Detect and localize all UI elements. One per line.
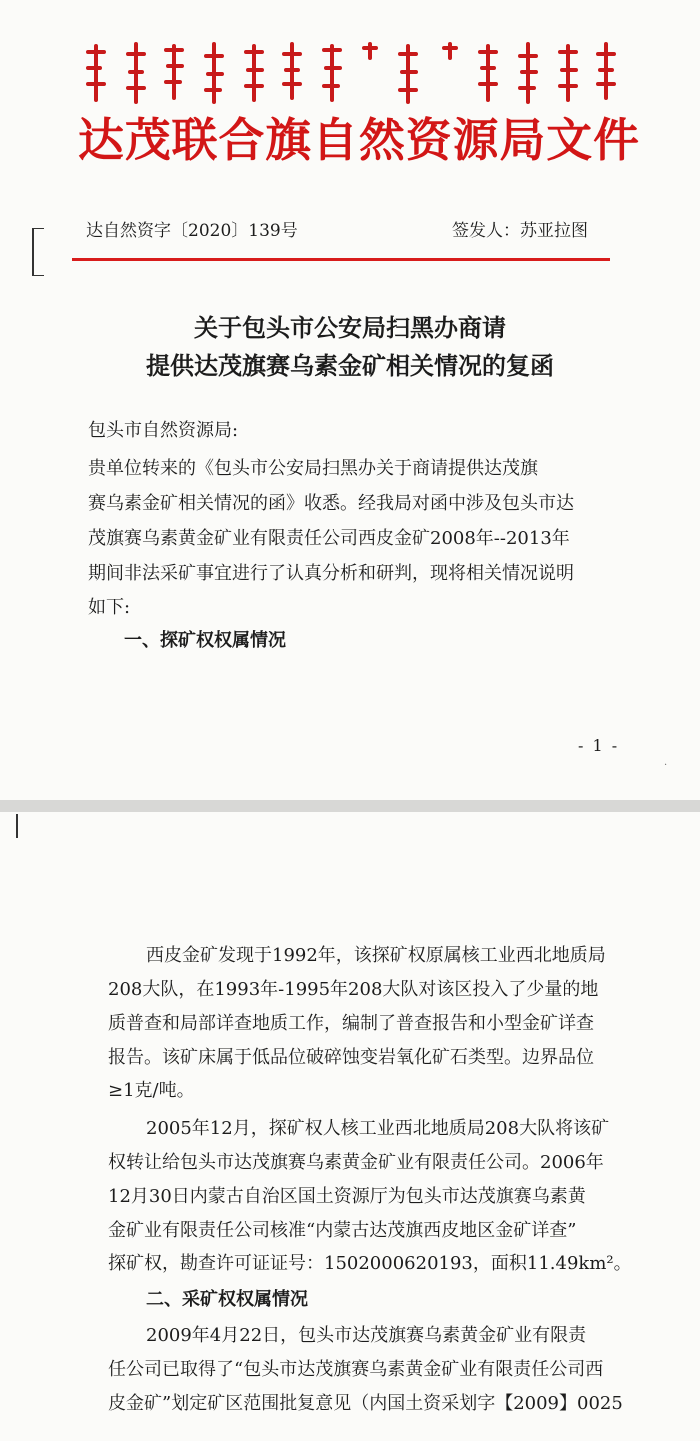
document-title-line-2: 提供达茂旗赛乌素金矿相关情况的复函 [146,352,554,380]
body-line: 208大队，在1993年-1995年208大队对该区投入了少量的地 [108,979,599,1000]
binding-mark [16,814,18,838]
body-line: 贵单位转来的《包头市公安局扫黑办关于商请提供达茂旗 [88,458,538,479]
body-line: 如下: [88,597,131,618]
section-2-heading: 二、采矿权权属情况 [146,1289,308,1310]
body-line: 权转让给包头市达茂旗赛乌素黄金矿业有限责任公司。2006年 [108,1152,604,1173]
body-line: ≥1克/吨。 [108,1080,195,1101]
binding-mark [32,228,44,276]
body-line: 茂旗赛乌素黄金矿业有限责任公司西皮金矿2008年--2013年 [88,528,570,549]
issuing-authority-header: 达茂联合旗自然资源局文件 [78,113,640,167]
document-number: 达自然资字〔2020〕139号 [86,221,298,241]
body-line: 皮金矿”划定矿区范围批复意见（内国土资采划字【2009】0025 [108,1393,623,1414]
body-line: 金矿业有限责任公司核准“内蒙古达茂旗西皮地区金矿详查” [108,1220,577,1241]
red-divider-line [72,258,610,261]
mongolian-script-header [78,38,618,108]
document-title-line-1: 关于包头市公安局扫黑办商请 [194,314,506,342]
page-number: - 1 - [578,736,620,755]
body-line: 任公司已取得了“包头市达茂旗赛乌素黄金矿业有限责任公司西 [108,1359,604,1380]
body-line: 探矿权，勘查许可证证号：1502000620193，面积11.49km²。 [108,1253,632,1274]
addressee: 包头市自然资源局: [88,420,239,441]
body-line: 赛乌素金矿相关情况的函》收悉。经我局对函中涉及包头市达 [88,493,574,514]
signer: 签发人：苏亚拉图 [452,221,588,241]
document-page-2 [0,812,700,1441]
body-line: 期间非法采矿事宜进行了认真分析和研判，现将相关情况说明 [88,563,574,584]
body-line: 报告。该矿床属于低品位破碎蚀变岩氧化矿石类型。边界品位 [108,1047,594,1068]
section-1-heading: 一、探矿权权属情况 [124,630,286,651]
body-line: 质普查和局部详查地质工作，编制了普查报告和小型金矿详查 [108,1013,594,1034]
body-line: 12月30日内蒙古自治区国土资源厅为包头市达茂旗赛乌素黄 [108,1186,586,1207]
body-line: 2009年4月22日，包头市达茂旗赛乌素黄金矿业有限责 [146,1325,587,1346]
body-line: 西皮金矿发现于1992年，该探矿权原属核工业西北地质局 [146,945,606,966]
scan-mark: · [664,760,668,771]
body-line: 2005年12月，探矿权人核工业西北地质局208大队将该矿 [146,1118,610,1139]
